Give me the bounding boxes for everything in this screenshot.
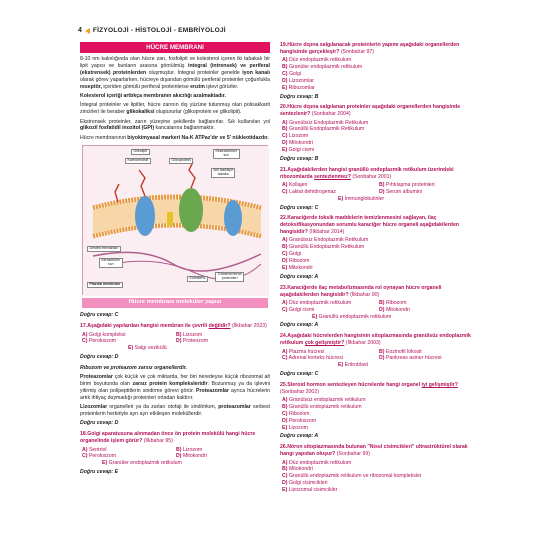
- options: [282, 397, 476, 431]
- question-text: 23.Karaciğerde ilaç metabolizmasında rol oynayan hücre organeli aşağıdakilerden hangisidir? (İlkbahar 90): [280, 284, 442, 298]
- transmembrane-protein: [179, 188, 203, 232]
- question-23: [280, 285, 476, 321]
- answer-line: Doğru cevap: A: [280, 273, 319, 280]
- question-26: [280, 444, 476, 494]
- answer-line: Doğru cevap: B: [280, 155, 319, 162]
- text: Hücre membranının: [80, 134, 128, 141]
- paragraph-cholesterol: Kolesterol içeriği arttıkça membranın akıcılığı azalmaktadır.: [80, 92, 226, 99]
- option-b: B) Pıhtılaşma proteinleri: [379, 181, 435, 188]
- option-b: B) Ribozom: [379, 299, 407, 306]
- question-17: [80, 323, 270, 352]
- option-a: A) Sentriol: [82, 446, 107, 453]
- transmembrane-protein: [135, 196, 155, 236]
- option-d: D) Mitokondri: [379, 306, 410, 313]
- transmembrane-protein: [224, 200, 242, 236]
- option-e: E) Mitokondri: [282, 264, 313, 271]
- option-a: A) Düz endoplazmik retikulum: [282, 299, 352, 306]
- option-d: D) Mitokondri: [282, 140, 313, 147]
- option-b: B) Lizozom: [176, 331, 203, 338]
- answer-line: Doğru cevap: A: [280, 322, 319, 329]
- question-text: 22.Karaciğerde toksik maddelerin temizlenmesini sağlayan, ilaç detoksifikasyonundan sorumlu karaciğer hücre organeli aşağıdakilerden hangisidir? (İlkbahar 2014): [280, 215, 460, 236]
- option-e: E) Granüllü endoplazmik retikulum: [312, 313, 392, 320]
- page-header: [78, 26, 226, 36]
- option-a: A) Golgi kompleksi: [82, 331, 126, 338]
- figure-label-glycolipid: Glikolipit: [131, 149, 150, 156]
- text: İntegral proteinler ve lipitler, hücre zarının dış yüzüne tutunmuş olan polisakkarit zincirleri ile beraber: [80, 102, 270, 116]
- option-b: B) Granüllü Endoplazmik Retikulum: [282, 244, 365, 251]
- text: Aşağıdaki yapılardan hangisi membran ile çevrili: [87, 323, 209, 330]
- option-c: C) Peroksizom: [82, 453, 117, 460]
- question-18: [80, 431, 270, 467]
- question-25: [280, 382, 476, 432]
- question-text: 20.Hücre dışına salgılanan proteinler aşağıdaki organellerden hangisinde sentezlenir? (Sonbahar 2004): [280, 104, 461, 118]
- question-21: [280, 167, 476, 203]
- question-19: [280, 42, 476, 92]
- option-e: E) İmmunglobulinler: [338, 195, 385, 202]
- paragraph-proteasome: Proteazomlar çok küçük ve çok miktarda, her biri neredeyse küçük ribozomal alt birim boyutunda olan zarsız protein kompleksleridir. Bozunmuş ya da işlevini yitirmiş olan polipeptitlerin sindirme görevi görür. Proteazomlar ayrıca hücrelerin artık ihtiyaç duymadığı proteinleri ortadan kaldırır.: [80, 374, 271, 401]
- paragraph-glycocalyx: [80, 102, 270, 116]
- option-b: B) Mitokondri: [282, 466, 313, 473]
- text: oluşmuştur. İntegral proteinler genelde: [146, 69, 243, 76]
- option-b: B) Eozinofil lökosit: [379, 348, 422, 355]
- right-column: [280, 42, 476, 494]
- text-underlined: değildir?: [208, 323, 231, 330]
- text: içeriden gömülü periferal proteinlerse: [101, 83, 191, 90]
- question-text: 26.Nöron sitoplazmasında bulunan "Nissl cisimcikleri" ultrastrüktürel olarak hangi yapıdan oluşur? (Sonbahar 99): [280, 444, 468, 458]
- answer-line: Doğru cevap: E: [80, 469, 119, 476]
- option-c: C) Granüllü endoplazmik retikulum ve ribozomal kompleksler: [282, 473, 422, 480]
- question-number: 17.: [80, 323, 88, 330]
- answer-line: Doğru cevap: C: [280, 204, 319, 211]
- option-b: B) Lizozom: [176, 446, 203, 453]
- option-a: A) Düz endoplazmik retikulum: [282, 459, 352, 466]
- ribosome-title: Ribozom ve proteazom zarsız organellerdir.: [80, 364, 187, 371]
- option-c: C) Peroksizom: [82, 338, 117, 345]
- answer-line: Doğru cevap: A: [280, 433, 319, 440]
- text: işlevi görürler.: [204, 83, 239, 90]
- option-e: E) Granüler endoplazmik retikulum: [102, 460, 182, 467]
- section-title: HÜCRE MEMBRANI: [80, 42, 270, 53]
- option-a: A) Granülsüz endoplazmik retikulum: [282, 397, 366, 404]
- option-e: E) Lizozom: [282, 424, 308, 431]
- option-e: E) Lizozomal cisimcikler: [282, 486, 338, 493]
- paragraph-lysosome: Lizozomlar organelleri ya da zarları otofaji ile sindirirken, proteazomlar serbest proteinlerin herbiriyle ayrı ayrı etkileşen moleküllerdir.: [80, 404, 271, 418]
- question-text: 24.Aşağıdaki hücrelerden hangisinin sitoplazmasında granülsüz endoplazmik retikulum çok gelişmiştir? (İlkbahar 2003): [280, 333, 471, 347]
- option-d: D) Pankreas asiner hücresi: [379, 355, 442, 362]
- options: [282, 182, 476, 203]
- option-b: B) Granüllü endoplazmik retikulum: [282, 404, 362, 411]
- option-d: D) Golgi cisimcikleri: [282, 480, 328, 487]
- text-bold: biyokimyasal markeri Na-K ATPaz'dır ve 5' nükleotidazdır.: [127, 134, 269, 141]
- option-b: B) Granüllü Endoplazmik Retikulum: [282, 126, 365, 133]
- option-d: D) Serum albumini: [379, 188, 422, 195]
- option-e: E) Eritroblast: [338, 362, 368, 369]
- answer-line: Doğru cevap: B: [280, 93, 319, 100]
- options: [282, 237, 476, 271]
- figure-label-cholesterol: Kolesterol: [187, 276, 208, 283]
- option-c: C) Golgi: [282, 251, 302, 258]
- paragraph-marker: [80, 135, 270, 142]
- option-c: C) Golgi: [282, 70, 302, 77]
- option-a: A) Granülsüz Endoplazmik Retikulum: [282, 119, 369, 126]
- options: [82, 447, 270, 468]
- options: [282, 460, 476, 494]
- option-d: D) Ribozom: [282, 258, 310, 265]
- answer-line: Doğru cevap: D: [80, 420, 119, 427]
- figure-label-support: Destek elemanları: [87, 246, 121, 253]
- text: 8-10 nm kalınlığında olan hücre zarı, fosfolipit ve kolesterol içeren iki tabakalı bir lipit yapısı ve bunların arasına gömülmüş: [80, 56, 270, 70]
- option-d: D) Proteozom: [176, 338, 209, 345]
- page-title: FİZYOLOJİ - HİSTOLOJİ - EMBRİYOLOJİ: [92, 26, 226, 34]
- answer-label: Doğru cevap:: [80, 312, 114, 319]
- page-number: 4: [78, 27, 82, 35]
- left-column: [80, 42, 270, 480]
- text: Ekstrensek proteinler, zarın yüzeyine şekillerde bağlanırlar. Sık kullanılan yol: [80, 118, 270, 125]
- option-a: A) Granülsüz Endoplazmik Retikulum: [282, 237, 369, 244]
- text-bold: glikozil fosfatidil inozitol (GPI): [80, 125, 155, 132]
- text: oluştururlar (glikoprotein ve glikolipit).: [154, 109, 242, 116]
- figure-label-extracellular: Ekstrasellüler sıvı: [213, 149, 240, 160]
- figure-caption: Hücre membranı moleküler yapısı: [82, 298, 268, 309]
- figure-label-bilayer: İkili fosfolipit tabaka: [211, 168, 235, 179]
- question-22: [280, 215, 476, 271]
- options: [82, 332, 270, 353]
- membrane-figure: [82, 145, 268, 295]
- option-a: A) Kollajen: [282, 181, 308, 188]
- option-c: C) Adrenal korteks hücresi: [282, 355, 343, 362]
- option-c: C) Golgi cismi: [282, 306, 315, 313]
- text-bold: enzim: [190, 83, 205, 90]
- text-bold: iyon kanalı: [242, 69, 271, 76]
- text-bold: glikokaliksi: [126, 109, 155, 116]
- figure-label-glycoprotein: Glikoprotein: [169, 158, 193, 165]
- cholesterol-molecule: [167, 212, 173, 226]
- option-d: D) Peroksizom: [282, 417, 317, 424]
- question-text: [80, 323, 270, 330]
- option-e: E) Ribozomlar: [282, 84, 315, 91]
- option-c: C) Laktat dehidrogenaz: [282, 188, 336, 195]
- text-bold: integral (intrensek) ve periferal (ekstrensek) proteinlerden: [80, 63, 270, 76]
- options: [282, 300, 476, 321]
- triangle-icon: [85, 28, 90, 34]
- text: kancalarına bağlanmaktır.: [154, 125, 215, 132]
- text: olarak görev yaparlarken, hücreye dışarıdan gömülü periferal proteinler çoğunlukla: [80, 76, 270, 83]
- answer-line: Doğru cevap: D: [80, 354, 119, 361]
- option-d: D) Lizozomlar: [282, 77, 315, 84]
- option-c: C) Ribozom: [282, 410, 310, 417]
- option-d: D) Mitokondri: [176, 453, 207, 460]
- paragraph-membrane-structure: [80, 56, 270, 90]
- question-24: [280, 333, 476, 369]
- option-e: E) Golgi cismi: [282, 147, 315, 154]
- option-e: E) Salgı vezikülü: [128, 345, 167, 352]
- options: [282, 120, 476, 154]
- answer-line: Doğru cevap: C: [280, 371, 319, 378]
- question-text: 21.Aşağıdakilerden hangisi granüllü endoplazmik retikulum üzerindeki ribozomlarda sentezlenmez? (Sonbahar 2001): [280, 166, 454, 180]
- question-text: 25.Steroid hormon sentezleyen hücrelerde hangi organel iyi gelişmiştir? (Sonbahar 2002): [280, 381, 458, 395]
- options: [282, 349, 476, 370]
- question-text: 18.Golgi aparatusuna alınmadan önce ön protein molekülü hangi hücre organelinde işlem görür? (İlkbahar 95): [80, 431, 256, 445]
- paragraph-extrinsic-proteins: [80, 119, 270, 133]
- options: [282, 57, 476, 91]
- text-bold: reseptör,: [80, 83, 102, 90]
- option-c: C) Lizozom: [282, 133, 309, 140]
- question-text: 19.Hücre dışına salgılanacak proteinlerin yapımı aşağıdaki organellerden hangisinde gerçekleşir? (Sonbahar 97): [280, 42, 460, 55]
- figure-label-intracellular: İntrasellüler sıvı: [99, 258, 123, 269]
- answer-value: C: [114, 312, 119, 319]
- option-a: A) Düz endoplazmik retikulum: [282, 57, 352, 64]
- option-a: A) Plazma hücresi: [282, 348, 325, 355]
- question-source: (İlkbahar 2023): [230, 323, 267, 330]
- figure-label-transmembrane: Transmembran proteinleri: [215, 272, 244, 283]
- figure-label-plasma-membrane: Plazma membranı: [87, 282, 123, 289]
- option-b: B) Granüler endoplazmik retikulum: [282, 64, 363, 71]
- answer-line: [80, 312, 270, 319]
- figure-label-carbohydrate: Karbonhidrat: [125, 158, 151, 165]
- question-20: [280, 104, 476, 154]
